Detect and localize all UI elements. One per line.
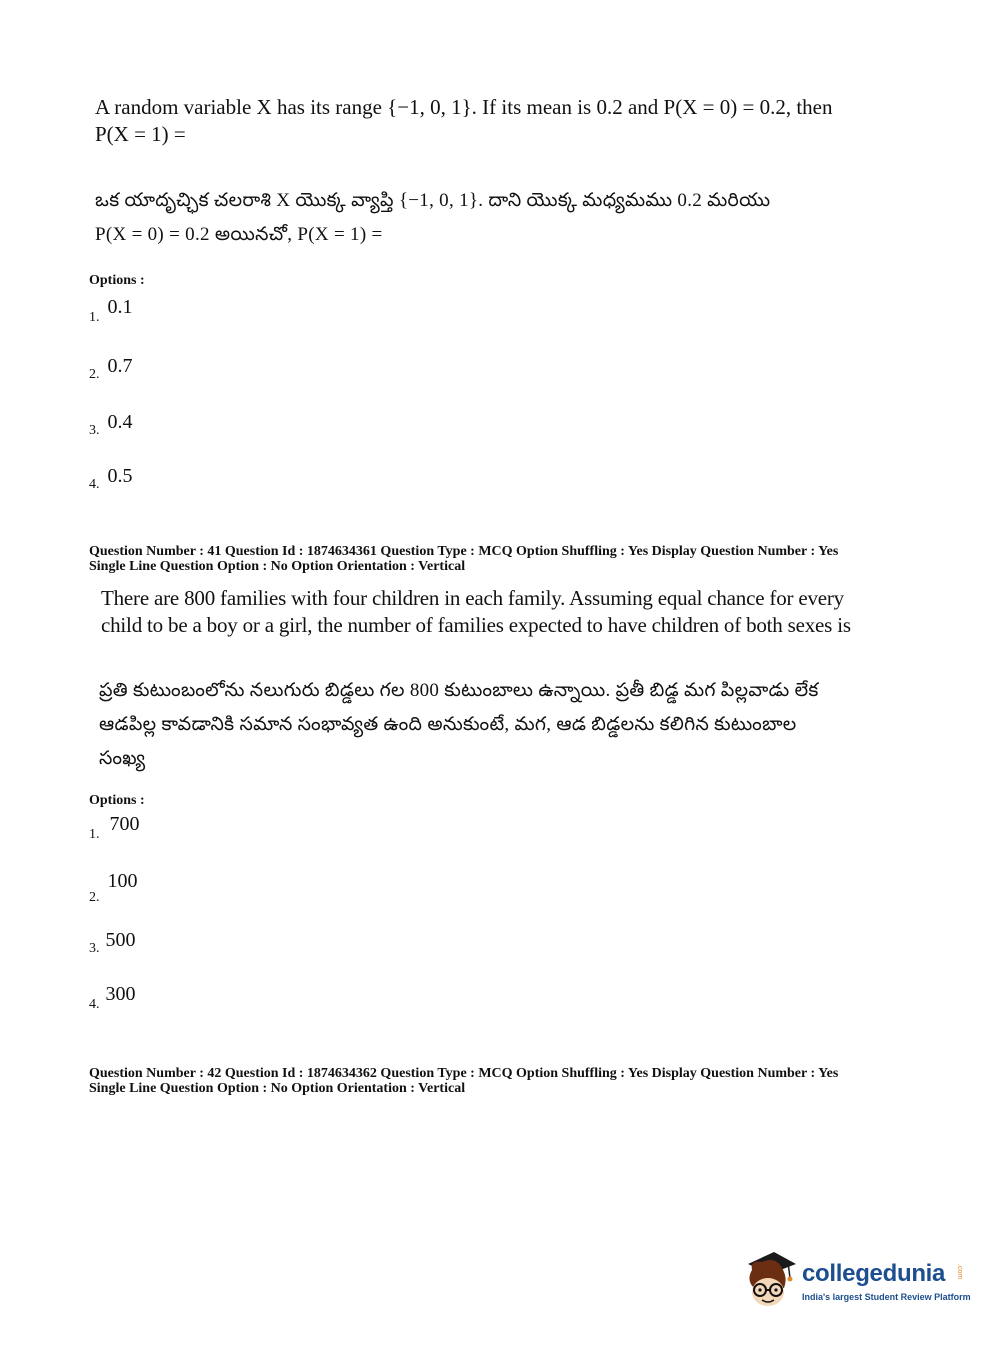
q40-english-text xyxy=(95,94,895,148)
q41-meta-line-1: Question Number : 41 Question Id : 1874634361 Question Type : MCQ Option Shuffling : Yes Display Question Number : Yes xyxy=(89,544,839,559)
q41-option-4[interactable] xyxy=(89,983,136,1012)
q41-option-1[interactable] xyxy=(89,813,140,842)
option-value: 0.5 xyxy=(107,465,133,487)
option-value: 0.1 xyxy=(107,296,133,318)
option-number: 1. xyxy=(89,827,100,842)
option-number: 3. xyxy=(89,423,100,438)
option-value: 100 xyxy=(107,870,138,892)
option-value: 700 xyxy=(109,813,140,835)
option-value: 300 xyxy=(105,983,136,1005)
q41-telugu-text xyxy=(99,674,879,776)
option-number: 4. xyxy=(89,477,100,492)
q42-meta xyxy=(89,1066,838,1096)
q40-option-4[interactable] xyxy=(89,465,133,492)
q41-telugu-line-2: ఆడపిల్ల కావడానికి సమాన సంభావ్యత ఉంది అనుకుంటే, మగ, ఆడ బిడ్డలను కలిగిన కుటుంబాల xyxy=(99,714,797,735)
logo-tagline: India's largest Student Review Platform xyxy=(802,1292,971,1302)
collegedunia-logo[interactable] xyxy=(740,1248,980,1318)
q41-option-3[interactable] xyxy=(89,929,136,956)
q40-options-label: Options : xyxy=(89,273,145,288)
q41-telugu-line-1: ప్రతి కుటుంబంలోను నలుగురు బిడ్డలు గల 800 కుటుంబాలు ఉన్నాయి. ప్రతీ బిడ్డ మగ పిల్లవాడు లేక xyxy=(99,680,819,701)
q40-english-line-2: P(X = 1) = xyxy=(95,122,186,146)
q41-english-line-1: There are 800 families with four children in each family. Assuming equal chance for every xyxy=(101,586,844,610)
option-value: 0.4 xyxy=(107,411,133,433)
q40-option-1[interactable] xyxy=(89,296,133,325)
q40-english-line-1: A random variable X has its range {−1, 0, 1}. If its mean is 0.2 and P(X = 0) = 0.2, then xyxy=(95,95,833,119)
q42-meta-line-2: Single Line Question Option : No Option Orientation : Vertical xyxy=(89,1081,466,1096)
q40-telugu-line-2: P(X = 0) = 0.2 అయినచో, P(X = 1) = xyxy=(95,224,383,245)
option-number: 3. xyxy=(89,941,100,956)
option-value: 500 xyxy=(105,929,136,951)
q42-meta-line-1: Question Number : 42 Question Id : 1874634362 Question Type : MCQ Option Shuffling : Yes Display Question Number : Yes xyxy=(89,1066,839,1081)
q41-english-line-2: child to be a boy or a girl, the number of families expected to have children of both sexes is xyxy=(101,613,851,637)
q40-option-3[interactable] xyxy=(89,411,133,438)
q41-options-label: Options : xyxy=(89,793,145,808)
q41-option-2[interactable] xyxy=(89,870,138,905)
q41-meta-line-2: Single Line Question Option : No Option Orientation : Vertical xyxy=(89,559,466,574)
option-number: 4. xyxy=(89,997,100,1012)
q41-meta xyxy=(89,544,838,574)
q41-telugu-line-3: సంఖ్య xyxy=(99,748,146,769)
q41-english-text xyxy=(101,585,891,639)
q40-telugu-text xyxy=(95,184,915,252)
option-number: 2. xyxy=(89,890,100,905)
q40-option-2[interactable] xyxy=(89,355,133,382)
q40-telugu-line-1: ఒక యాదృచ్ఛిక చలరాశి X యొక్క వ్యాప్తి {−1, 0, 1}. దాని యొక్క మధ్యమము 0.2 మరియు xyxy=(95,190,771,211)
mascot-icon xyxy=(740,1248,798,1310)
logo-com: .com xyxy=(956,1264,963,1280)
option-value: 0.7 xyxy=(107,355,133,377)
option-number: 1. xyxy=(89,310,100,325)
option-number: 2. xyxy=(89,367,100,382)
logo-brand: collegedunia xyxy=(802,1260,946,1287)
